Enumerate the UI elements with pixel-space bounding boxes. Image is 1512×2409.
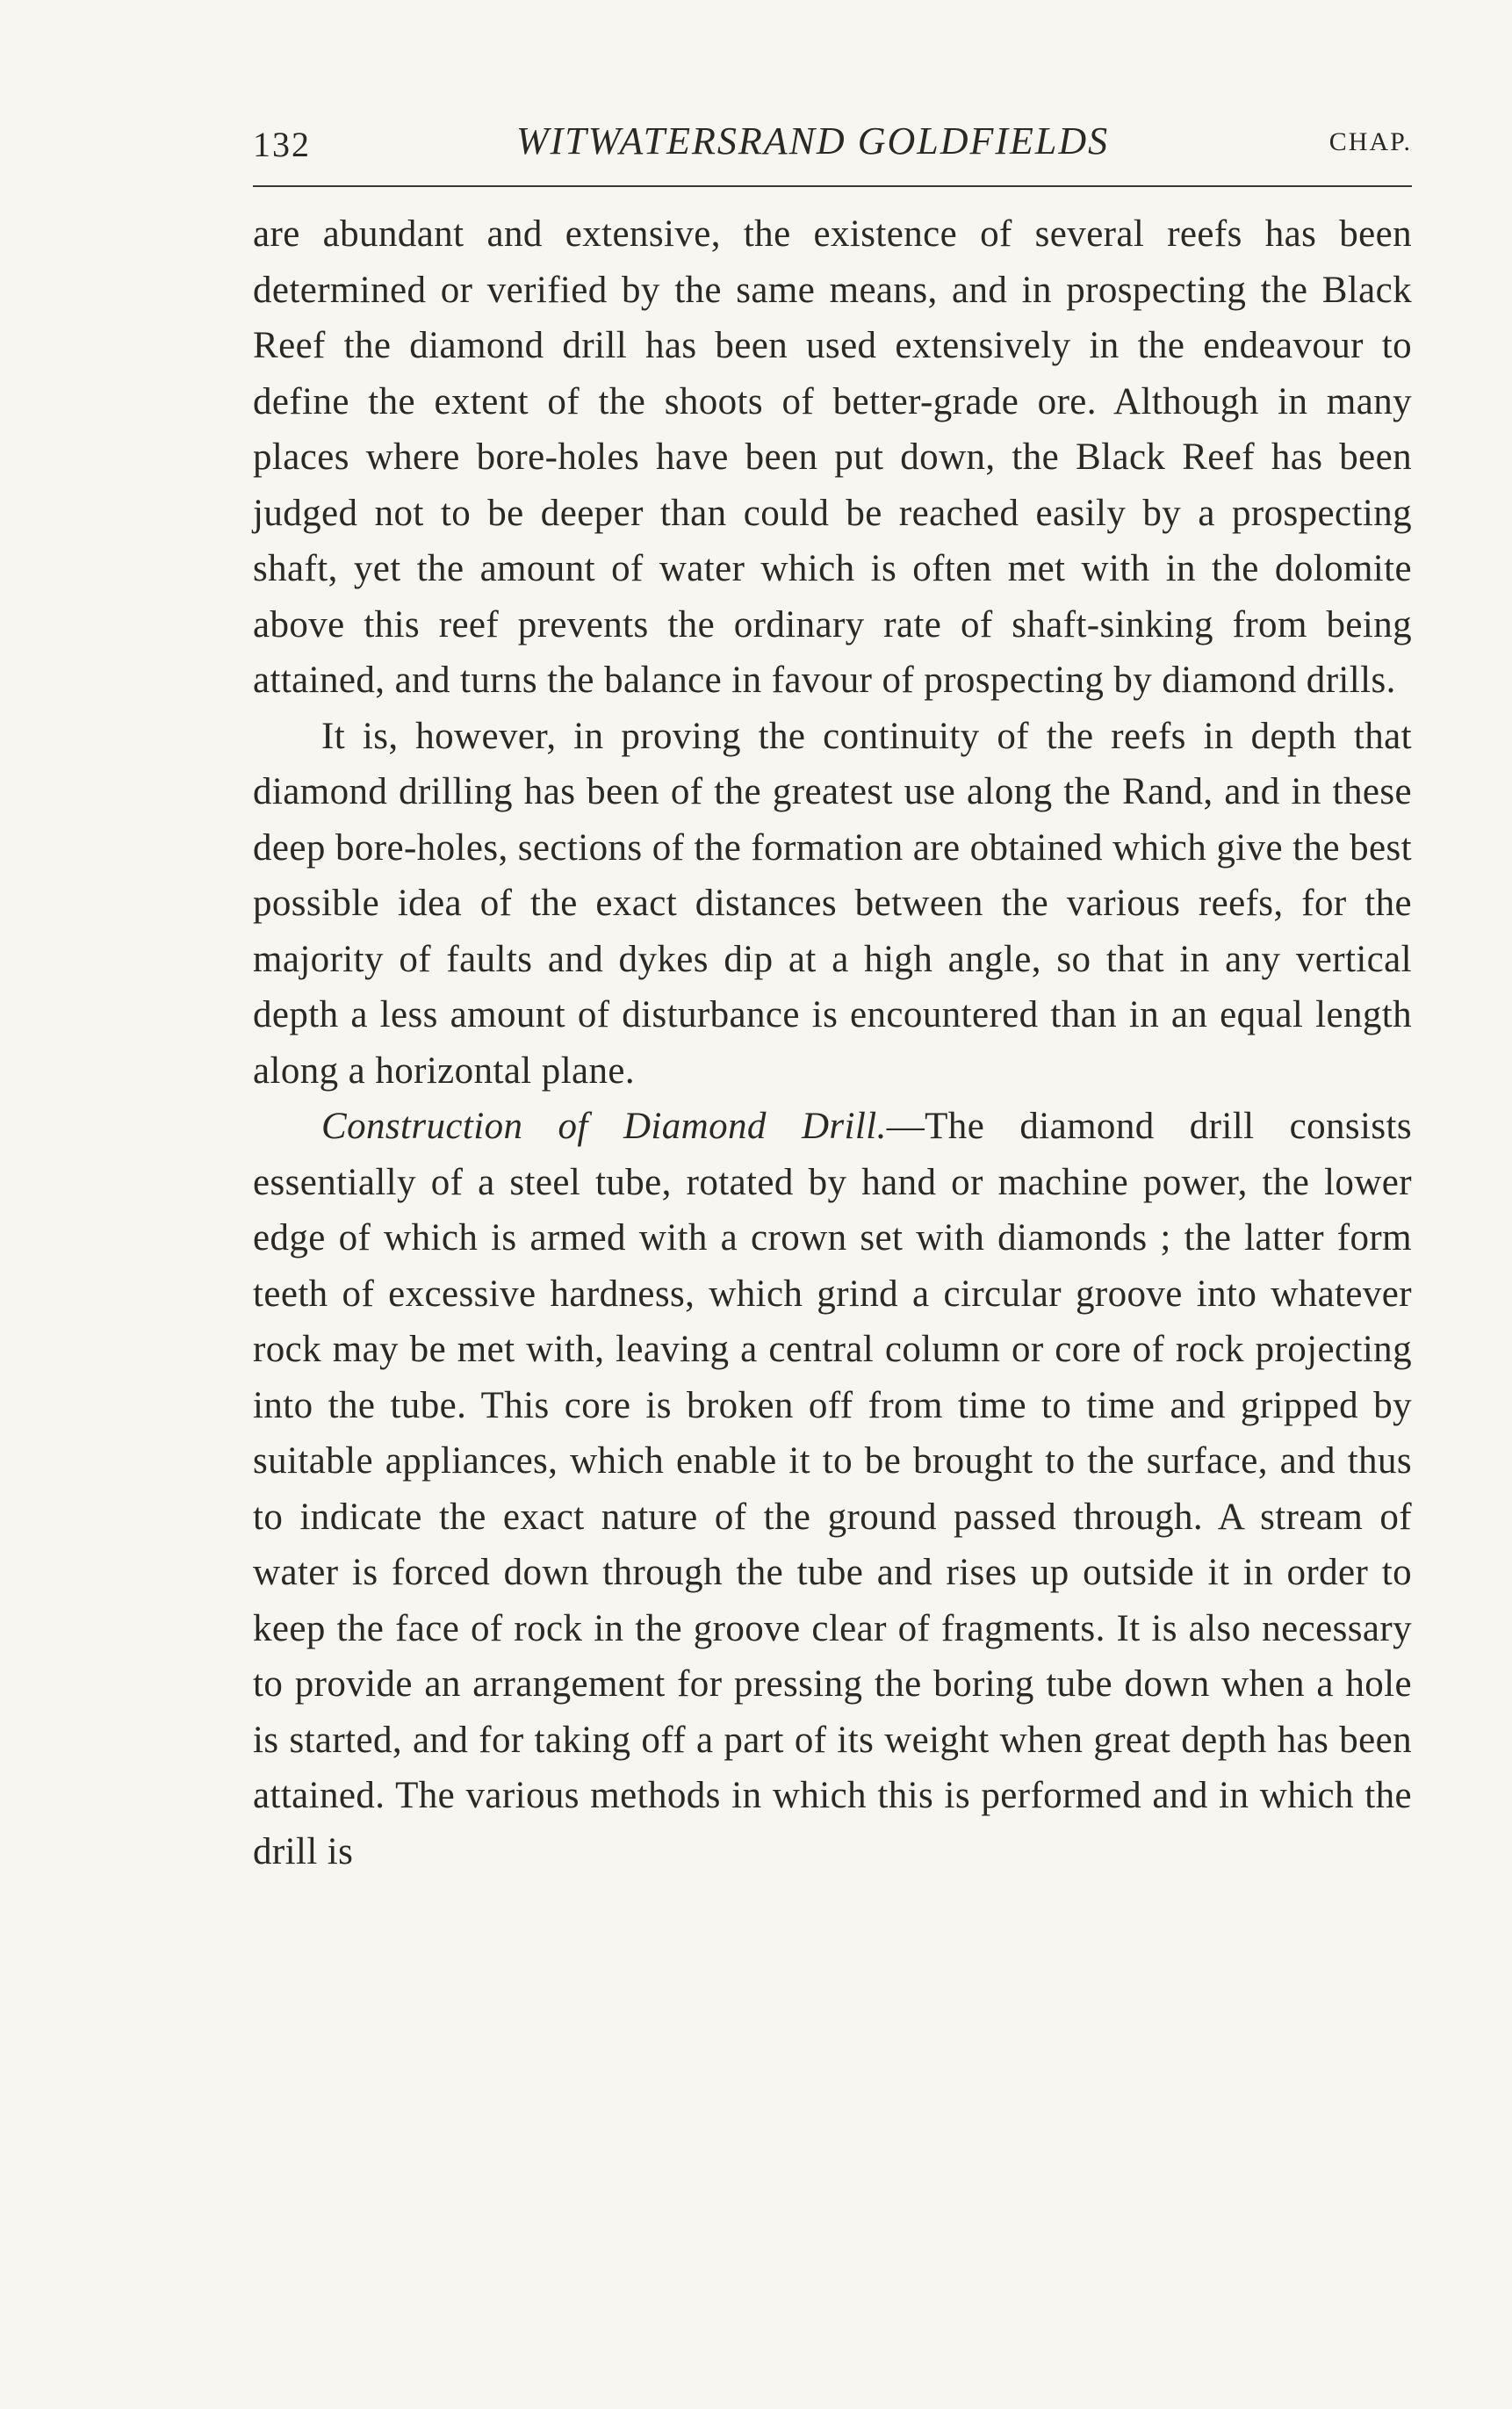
- header-rule: [253, 185, 1412, 187]
- paragraph-text: —The diamond drill consists essentially of a steel tube, rotated by hand or machine power, the lower edge of which is armed with a crown set with diamonds ; the latter form teeth of excessive hardness, which grind a circular groove into whatever rock may be met with, leaving a central column or core of rock projecting into the tube. This core is broken off from time to time and gripped by suitable appliances, which enable it to be brought to the surface, and thus to indicate the exact nature of the ground passed through. A stream of water is forced down through the tube and rises up outside it in order to keep the face of rock in the groove clear of fragments. It is also necessary to provide an arrangement for pressing the boring tube down when a hole is started, and for taking off a part of its weight when great depth has been attained. The various methods in which this is performed and in which the drill is: [253, 1106, 1412, 1872]
- page-number: 132: [253, 125, 311, 164]
- paragraph-text: are abundant and extensive, the existence of several reefs has been determined or verified by the same means, and in prospecting the Black Reef the diamond drill has been used extensively in the endeavour to define the extent of the shoots of better-grade ore. Although in many places where bore-holes have been put down, the Black Reef has been judged not to be deeper than could be reached easily by a prospecting shaft, yet the amount of water which is often met with in the dolomite above this reef prevents the ordinary rate of shaft-sinking from being attained, and turns the balance in favour of prospecting by diamond drills.: [253, 213, 1412, 701]
- section-heading: Construction of Diamond Drill.: [321, 1106, 887, 1147]
- paragraph-continuation: [253, 206, 1412, 709]
- paragraph-text: It is, however, in proving the continuity of the reefs in depth that diamond drilling has been of the greatest use along the Rand, and in these deep bore-holes, sections of the formation are obtained which give the best possible idea of the exact distances between the various reefs, for the majority of faults and dykes dip at a high angle, so that in any vertical depth a less amount of disturbance is encountered than in an equal length along a horizontal plane.: [253, 715, 1412, 1092]
- running-head: [253, 119, 1412, 171]
- running-title: WITWATERSRAND GOLDFIELDS: [516, 119, 1110, 162]
- paragraph-deep-boreholes: [253, 709, 1412, 1100]
- chapter-label: CHAP.: [1328, 127, 1412, 156]
- paragraph-construction: [253, 1099, 1412, 1879]
- body-text: [253, 206, 1412, 1879]
